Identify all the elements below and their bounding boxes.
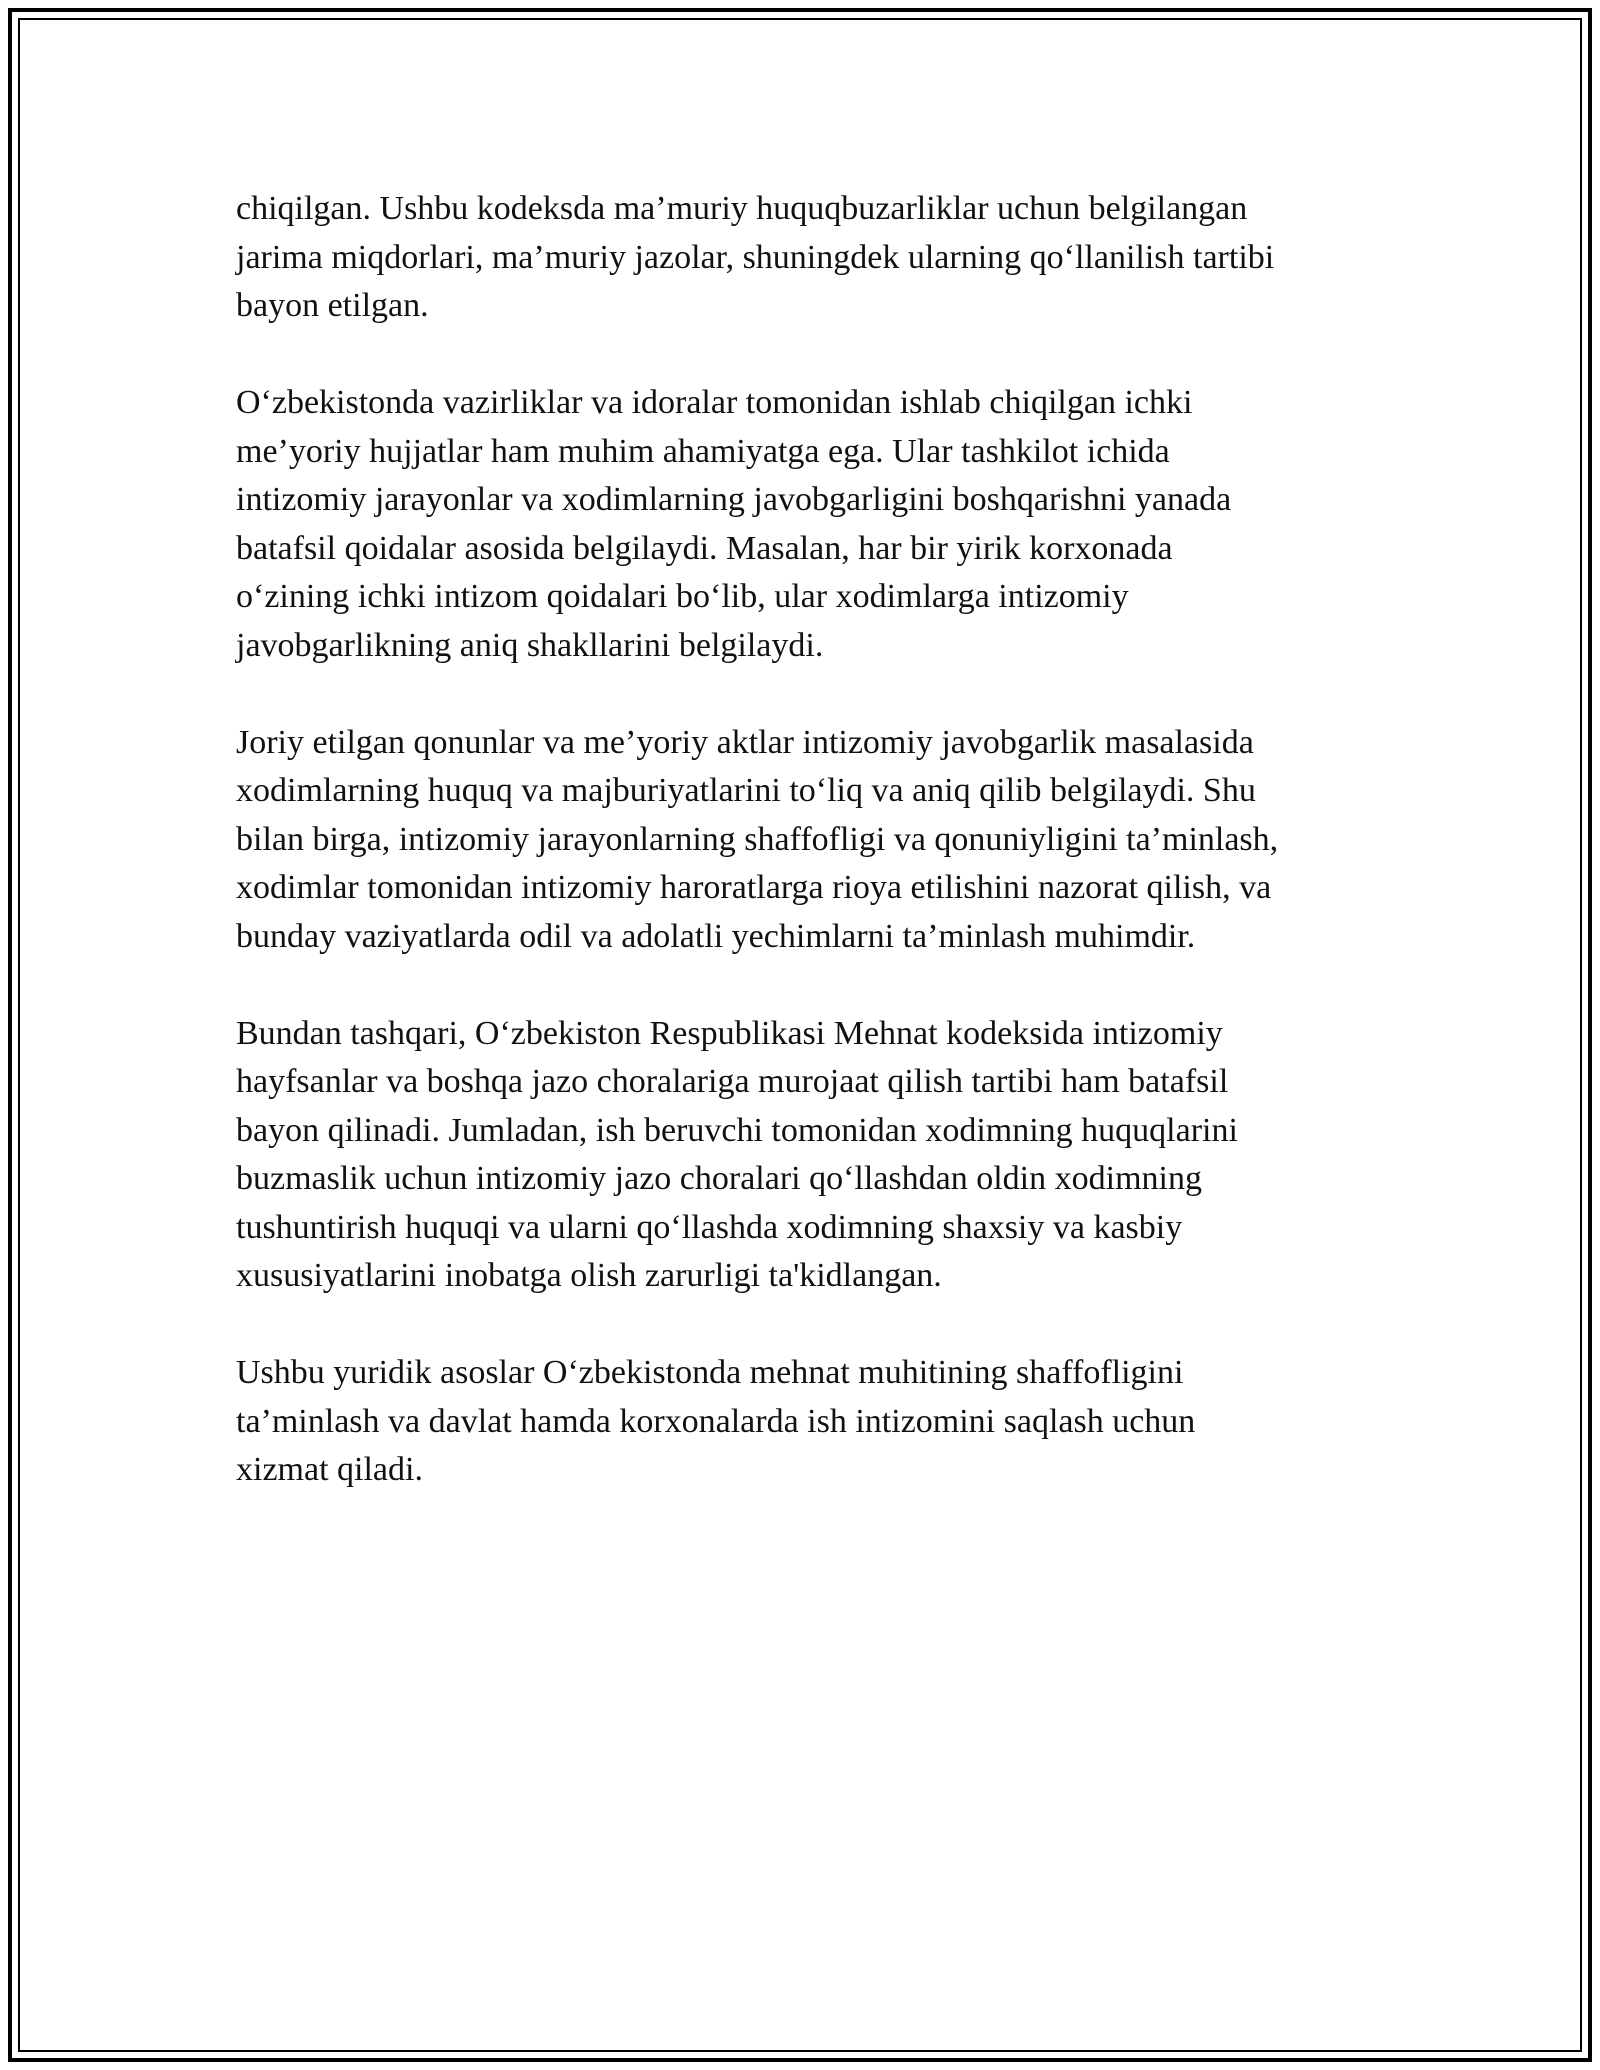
text-line: tushuntirish huquqi va ularni qo‘llashda xodimning shaxsiy va kasbiy [236, 1208, 1183, 1246]
text-line: bayon qilinadi. Jumladan, ish beruvchi tomonidan xodimning huquqlarini [236, 1111, 1238, 1149]
text-line: chiqilgan. Ushbu kodeksda ma’muriy huquqbuzarliklar uchun belgilangan [236, 190, 1248, 227]
text-line: bayon etilgan. [236, 287, 429, 324]
text-line: bilan birga, intizomiy jarayonlarning shaffofligi va qonuniyligini ta’minlash, [236, 820, 1279, 858]
document-body [236, 185, 1376, 1543]
text-line: buzmaslik uchun intizomiy jazo choralari qo‘llashdan oldin xodimning [236, 1160, 1202, 1197]
paragraph [236, 379, 1376, 670]
text-line: me’yoriy hujjatlar ham muhim ahamiyatga ega. Ular tashkilot ichida [236, 432, 1170, 470]
text-line: xususiyatlarini inobatga olish zarurligi ta'kidlangan. [236, 1257, 942, 1294]
paragraph [236, 1349, 1376, 1495]
text-line: o‘zining ichki intizom qoidalari bo‘lib, ular xodimlarga intizomiy [236, 578, 1129, 615]
text-line: Bundan tashqari, O‘zbekiston Respublikasi Mehnat kodeksida intizomiy [236, 1014, 1223, 1052]
text-line: O‘zbekistonda vazirliklar va idoralar tomonidan ishlab chiqilgan ichki [236, 384, 1193, 421]
text-line: ta’minlash va davlat hamda korxonalarda ish intizomini saqlash uchun [236, 1402, 1196, 1440]
text-line: batafsil qoidalar asosida belgilaydi. Masalan, har bir yirik korxonada [236, 529, 1173, 567]
text-line: bunday vaziyatlarda odil va adolatli yechimlarni ta’minlash muhimdir. [236, 917, 1196, 955]
text-line: xodimlar tomonidan intizomiy haroratlarga rioya etilishini nazorat qilish, va [236, 869, 1272, 906]
paragraph [236, 1010, 1376, 1301]
text-line: Joriy etilgan qonunlar va me’yoriy aktlar intizomiy javobgarlik masalasida [236, 723, 1254, 761]
paragraph [236, 719, 1376, 962]
text-line: intizomiy jarayonlar va xodimlarning javobgarligini boshqarishni yanada [236, 481, 1232, 518]
text-line: jarima miqdorlari, ma’muriy jazolar, shuningdek ularning qo‘llanilish tartibi [236, 238, 1275, 276]
text-line: xodimlarning huquq va majburiyatlarini to‘liq va aniq qilib belgilaydi. Shu [236, 772, 1256, 809]
text-line: javobgarlikning aniq shakllarini belgilaydi. [236, 626, 824, 664]
text-line: xizmat qiladi. [236, 1451, 423, 1488]
text-line: hayfsanlar va boshqa jazo choralariga murojaat qilish tartibi ham batafsil [236, 1063, 1229, 1100]
paragraph [236, 185, 1376, 331]
text-line: Ushbu yuridik asoslar O‘zbekistonda mehnat muhitining shaffofligini [236, 1354, 1184, 1391]
